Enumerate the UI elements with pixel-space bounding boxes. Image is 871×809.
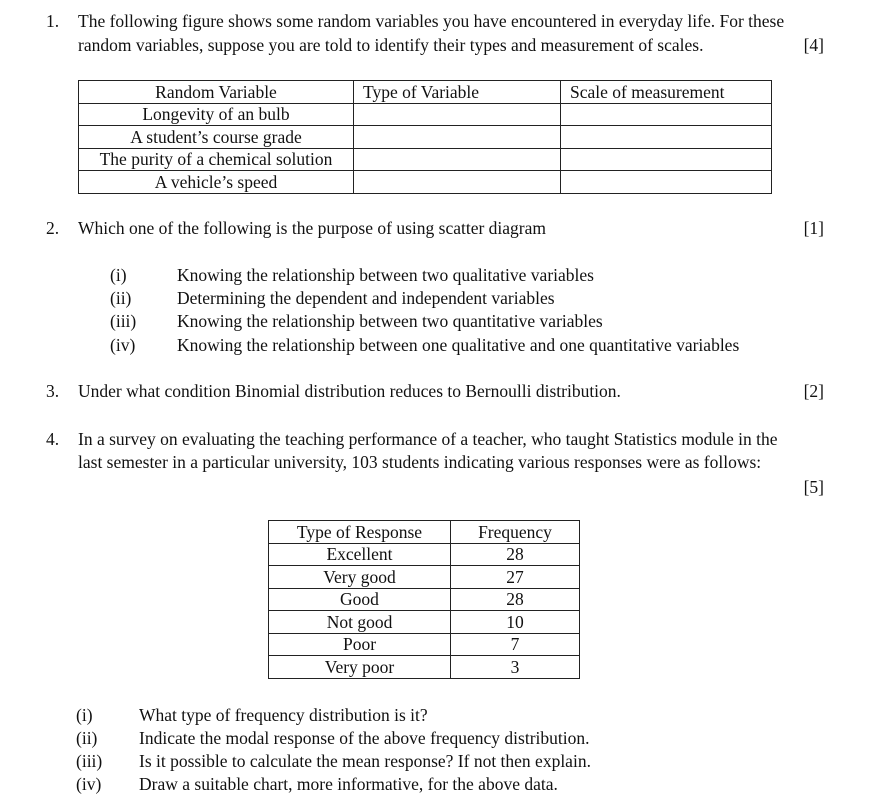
q4-text-line1: In a survey on evaluating the teaching performance of a teacher, who taught Statistics module in the — [78, 429, 778, 449]
header-type-of-variable: Type of Variable — [354, 81, 561, 104]
q4-sub-label: (iii) — [76, 751, 103, 771]
table-row — [269, 633, 580, 656]
header-frequency: Frequency — [451, 521, 580, 544]
table-row — [79, 148, 772, 171]
q4-sub-text: Indicate the modal response of the above frequency distribution. — [139, 728, 590, 748]
table-cell: 28 — [451, 588, 580, 611]
q2-text: Which one of the following is the purpose of using scatter diagram — [78, 218, 547, 238]
q1-marks: [4] — [803, 35, 824, 55]
table-row — [79, 171, 772, 194]
q4-sub-text: What type of frequency distribution is it? — [139, 705, 428, 725]
q2-marks: [1] — [803, 218, 824, 238]
table-cell: 3 — [451, 656, 580, 679]
q2-option-label: (ii) — [110, 288, 132, 308]
q4-text-line2: last semester in a particular university, 103 students indicating various responses were as follows: — [78, 452, 762, 472]
table-cell: The purity of a chemical solution — [79, 148, 354, 171]
q2-number: 2. — [46, 218, 60, 238]
table-header-row — [269, 521, 580, 544]
table-row — [269, 566, 580, 589]
q3-marks: [2] — [803, 381, 824, 401]
q1-text-line1: The following figure shows some random variables you have encountered in everyday life. For these — [78, 11, 785, 31]
table-cell: 10 — [451, 611, 580, 634]
q3-number: 3. — [46, 381, 60, 401]
q2-option-text: Determining the dependent and independent variables — [177, 288, 555, 308]
table-cell: Good — [269, 588, 451, 611]
q4-marks: [5] — [803, 477, 824, 497]
answer-cell[interactable] — [354, 126, 561, 149]
answer-cell[interactable] — [354, 171, 561, 194]
table-row — [79, 126, 772, 149]
answer-cell[interactable] — [561, 148, 772, 171]
table-cell: Longevity of an bulb — [79, 103, 354, 126]
table-row — [269, 611, 580, 634]
q2-option-text: Knowing the relationship between one qualitative and one quantitative variables — [177, 335, 740, 355]
q2-option-label: (iii) — [110, 311, 137, 331]
table-row — [269, 543, 580, 566]
q2-option-label: (i) — [110, 265, 127, 285]
table-header-row — [79, 81, 772, 104]
q1-number: 1. — [46, 11, 60, 31]
q1-text-line2: random variables, suppose you are told to identify their types and measurement of scales. — [78, 35, 704, 55]
response-frequency-table — [268, 520, 580, 679]
header-scale-of-measurement: Scale of measurement — [561, 81, 772, 104]
table-cell: Excellent — [269, 543, 451, 566]
q4-sub-label: (ii) — [76, 728, 98, 748]
table-row — [269, 656, 580, 679]
table-cell: Very good — [269, 566, 451, 589]
q2-option-label: (iv) — [110, 335, 136, 355]
q4-number: 4. — [46, 429, 60, 449]
answer-cell[interactable] — [354, 148, 561, 171]
answer-cell[interactable] — [561, 171, 772, 194]
random-variable-table — [78, 80, 772, 194]
q3-text: Under what condition Binomial distribution reduces to Bernoulli distribution. — [78, 381, 621, 401]
table-cell: 27 — [451, 566, 580, 589]
table-row — [269, 588, 580, 611]
q4-sub-text: Draw a suitable chart, more informative, for the above data. — [139, 774, 558, 794]
header-random-variable: Random Variable — [79, 81, 354, 104]
answer-cell[interactable] — [354, 103, 561, 126]
table-cell: 7 — [451, 633, 580, 656]
table-cell: A vehicle’s speed — [79, 171, 354, 194]
table-cell: A student’s course grade — [79, 126, 354, 149]
table-cell: Not good — [269, 611, 451, 634]
answer-cell[interactable] — [561, 126, 772, 149]
q4-sub-label: (i) — [76, 705, 93, 725]
q2-option-text: Knowing the relationship between two quantitative variables — [177, 311, 603, 331]
table-cell: Poor — [269, 633, 451, 656]
q4-sub-label: (iv) — [76, 774, 102, 794]
q4-sub-text: Is it possible to calculate the mean response? If not then explain. — [139, 751, 591, 771]
table-cell: Very poor — [269, 656, 451, 679]
table-row — [79, 103, 772, 126]
header-type-of-response: Type of Response — [269, 521, 451, 544]
table-cell: 28 — [451, 543, 580, 566]
answer-cell[interactable] — [561, 103, 772, 126]
q2-option-text: Knowing the relationship between two qualitative variables — [177, 265, 594, 285]
